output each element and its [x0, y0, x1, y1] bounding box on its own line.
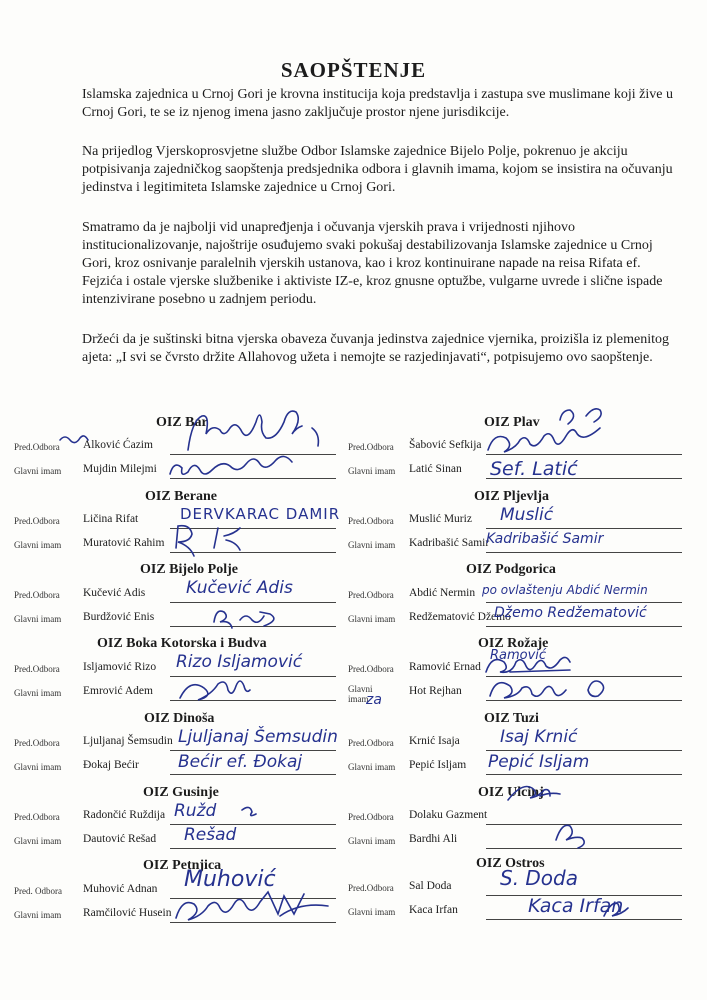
- handwritten-signature: Kaca Irfan: [528, 895, 624, 917]
- imam-name: Pepić Isljam: [409, 759, 467, 771]
- pred-label: Pred.Odbora: [348, 812, 394, 822]
- handwritten-signature: Isaj Krnić: [500, 727, 578, 747]
- pred-name: Ličina Rifat: [83, 513, 139, 525]
- imam-label: Glavni imam: [348, 907, 396, 917]
- pred-name: Muslić Muriz: [409, 513, 472, 525]
- handwritten-signature: Kadribašić Samir: [486, 531, 604, 547]
- pred-name: Ramović Ernad: [409, 661, 481, 673]
- imam-name: Kaca Irfan: [409, 904, 458, 916]
- pred-label: Pred.Odbora: [348, 516, 394, 526]
- pred-label: Pred.Odbora: [348, 590, 394, 600]
- imam-name: Kadribašić Samir: [409, 537, 490, 549]
- pred-label: Pred.Odbora: [14, 738, 60, 748]
- pred-name: Muhović Adnan: [83, 883, 158, 895]
- imam-label: Glavni imam: [348, 762, 396, 772]
- org-heading: OIZ Plav: [484, 415, 540, 430]
- org-heading: OIZ Boka Kotorska i Budva: [97, 636, 267, 651]
- imam-label: Glavni imam: [14, 762, 62, 772]
- imam-name: Mujdin Milejmi: [83, 463, 157, 475]
- handwritten-signature: Džemo Redžematović: [494, 605, 647, 621]
- handwritten-signature: Kučević Adis: [186, 578, 293, 598]
- imam-label: Glavni imam: [348, 466, 396, 476]
- handwritten-signature: Muhović: [184, 867, 276, 892]
- pred-label: Pred.Odbora: [348, 664, 394, 674]
- pred-name: Radončić Ruždija: [83, 809, 166, 821]
- handwritten-signature: Sef. Latić: [490, 458, 578, 480]
- org-heading: OIZ Ulcinj: [478, 785, 544, 800]
- handwritten-signature: Pepić Isljam: [488, 752, 590, 772]
- imam-name: Emrović Adem: [83, 685, 153, 697]
- pred-label: Pred.Odbora: [14, 590, 60, 600]
- imam-name: Redžematović Džemo: [409, 611, 511, 623]
- pred-name: Kučević Adis: [83, 587, 146, 599]
- imam-name: Ramčilović Husein: [83, 907, 172, 919]
- imam-label: Glavni imam: [348, 614, 396, 624]
- pred-label: Pred.Odbora: [14, 516, 60, 526]
- paragraph-2: Na prijedlog Vjerskoprosvjetne službe Odbor Islamske zajednice Bijelo Polje, pokrenuo je akciju potpisivanja zajedničkog saopštenja predsjednika odbora i glavnih imama, kojom se insistira na očuvanju jedinstva i legitimiteta Islamske zajednice u Crnoj Gori.: [82, 144, 673, 195]
- imam-name: Hot Rejhan: [409, 685, 462, 697]
- pred-name: Šabović Sefkija: [409, 439, 482, 451]
- org-heading: OIZ Bijelo Polje: [140, 562, 238, 577]
- handwritten-signature: Rešad: [184, 825, 237, 845]
- imam-label: Glavni imam: [348, 540, 396, 550]
- paragraph-1: Islamska zajednica u Crnoj Gori je krovna institucija koja predstavlja i zastupa sve muslimane koji žive u Crnoj Gori, te se iz njenog imena jasno zaključuje prostor njene jurisdikcije.: [82, 87, 673, 120]
- org-heading: OIZ Berane: [145, 489, 217, 504]
- pred-label: Pred. Odbora: [14, 886, 62, 896]
- handwritten-signature: Bećir ef. Đokaj: [178, 752, 303, 772]
- org-heading: OIZ Podgorica: [466, 562, 556, 577]
- handwritten-signature: DERVKARAC DAMIR: [180, 505, 341, 523]
- pred-label: Pred.Odbora: [348, 738, 394, 748]
- imam-name: Đokaj Bećir: [83, 759, 139, 771]
- pred-name: Ljuljanaj Šemsudin: [83, 735, 173, 747]
- imam-label: Glavni imam: [14, 466, 62, 476]
- page-title: SAOPŠTENJE: [280, 58, 427, 82]
- pred-name: Krnić Isaja: [409, 735, 460, 747]
- handwritten-signature: Ljuljanaj Šemsudin: [178, 727, 338, 747]
- handwritten-signature: Ružd: [174, 801, 217, 821]
- pred-name: Alković Ćazim: [83, 439, 153, 451]
- org-heading: OIZ Bar: [156, 415, 208, 430]
- org-heading: OIZ Petnjica: [143, 858, 222, 873]
- handwritten-signature: po ovlaštenju Abdić Nermin: [482, 583, 648, 597]
- paragraph-3: Smatramo da je najbolji vid unapređjenja i očuvanja vjerskih prava i vrijednosti njihovo institucionalizovanje, najoštrije osuđujemo svaki pokušaj destabilizovanja Islamske zajednice u Crnoj Gori, kroz osnivanje paralelnih vjerskih ustanova, kao i kroz kontinuirane napade na reisa Rifata ef. Fejzića i ostale vjerske službenike i aktiviste IZ-e, kroz gnusne optužbe, vulgarne uvrede i slične ispade intenzivirane posebno u zadnjem periodu.: [82, 220, 663, 307]
- imam-label: Glavni imam: [14, 614, 62, 624]
- pred-label: Pred.Odbora: [348, 883, 394, 893]
- org-heading: OIZ Pljevlja: [474, 489, 550, 504]
- handwritten-signature: Muslić: [500, 505, 554, 525]
- imam-label: Glavni imam: [348, 836, 396, 846]
- pred-name: Isljamović Rizo: [83, 661, 157, 673]
- pred-label: Pred.Odbora: [14, 812, 60, 822]
- imam-label: Glavni imam: [348, 684, 373, 704]
- pred-label: Pred.Odbora: [14, 442, 60, 452]
- imam-name: Bardhi Ali: [409, 833, 458, 845]
- org-heading: OIZ Tuzi: [484, 711, 539, 726]
- imam-label: Glavni imam: [14, 910, 62, 920]
- imam-label: Glavni imam: [14, 540, 62, 550]
- imam-label: Glavni imam: [14, 836, 62, 846]
- imam-label: Glavni imam: [14, 688, 62, 698]
- paragraph-4: Držeći da je suštinski bitna vjerska obaveza čuvanja jedinstva zajednice vjernika, proizišla iz plemenitog ajeta: „I svi se čvrsto držite Allahovog užeta i nemojte se razjedinjavati“, potpisujemo ovo saopštenje.: [82, 332, 670, 365]
- pred-name: Dolaku Gazment: [409, 809, 488, 821]
- handwritten-note: za: [366, 692, 382, 708]
- handwritten-signature: Ramović: [490, 648, 547, 663]
- org-heading: OIZ Gusinje: [143, 785, 219, 800]
- org-heading: OIZ Dinoša: [144, 711, 215, 726]
- org-heading: OIZ Ostros: [476, 856, 545, 871]
- handwritten-signature: Rizo Isljamović: [176, 652, 303, 672]
- pred-label: Pred.Odbora: [348, 442, 394, 452]
- org-heading: OIZ Rožaje: [478, 636, 549, 651]
- imam-name: Dautović Rešad: [83, 833, 157, 845]
- handwritten-signature: S. Doda: [500, 866, 578, 890]
- pred-name: Sal Doda: [409, 880, 452, 892]
- imam-name: Burdžović Enis: [83, 611, 155, 623]
- pred-name: Abdić Nermin: [409, 587, 476, 599]
- pred-label: Pred.Odbora: [14, 664, 60, 674]
- imam-name: Latić Sinan: [409, 463, 462, 475]
- imam-name: Muratović Rahim: [83, 537, 165, 549]
